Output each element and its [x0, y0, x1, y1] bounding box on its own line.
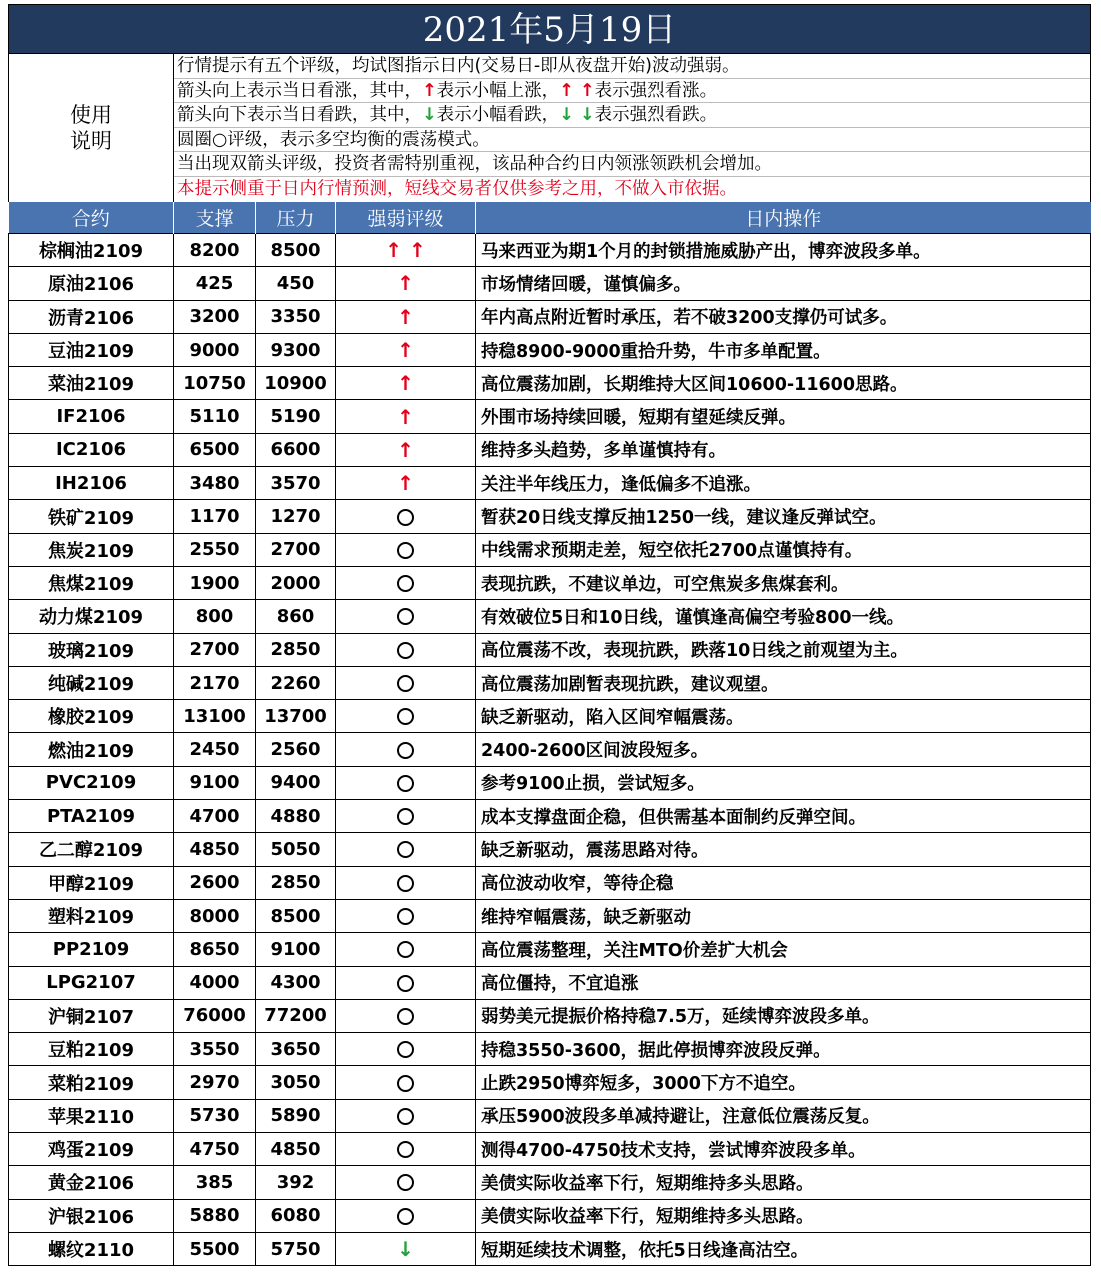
table-row [9, 866, 1091, 899]
rating-cell [336, 833, 476, 866]
contract-table [8, 202, 1091, 1266]
circle-icon [397, 1208, 414, 1225]
table-row [9, 1166, 1091, 1199]
table-row [9, 1033, 1091, 1066]
rating-cell [336, 733, 476, 766]
contract-cell: 豆粕2109 [9, 1033, 174, 1066]
operation-cell: 测得4700-4750技术支持，尝试博弈波段多单。 [476, 1133, 1091, 1166]
contract-cell: 焦煤2109 [9, 566, 174, 599]
arrow-up-icon: ↑ [397, 371, 414, 396]
rating-cell [336, 234, 476, 267]
circle-icon [397, 1108, 414, 1125]
arrow-down-icon: ↓ [397, 1237, 414, 1262]
pressure-cell: 2560 [256, 733, 336, 766]
table-row [9, 600, 1091, 633]
circle-icon [397, 708, 414, 725]
support-cell: 2970 [174, 1066, 256, 1099]
circle-icon [397, 608, 414, 625]
pressure-cell: 9300 [256, 333, 336, 366]
arrow-up-icon: ↑ ↑ [559, 80, 595, 101]
support-cell: 2550 [174, 533, 256, 566]
support-cell: 3200 [174, 300, 256, 333]
usage-text: 本提示侧重于日内行情预测，短线交易者仅供参考之用，不做入市依据。 [177, 178, 737, 199]
support-cell: 8200 [174, 234, 256, 267]
operation-cell: 持稳3550-3600，据此停损博弈波段反弹。 [476, 1033, 1091, 1066]
contract-cell: 螺纹2110 [9, 1232, 174, 1265]
rating-cell [336, 533, 476, 566]
rating-cell [336, 633, 476, 666]
rating-cell [336, 766, 476, 799]
pressure-cell: 392 [256, 1166, 336, 1199]
usage-label [9, 54, 174, 202]
pressure-cell: 2850 [256, 866, 336, 899]
circle-icon [397, 1174, 414, 1191]
contract-cell: IF2106 [9, 400, 174, 433]
table-body [9, 234, 1091, 1266]
operation-cell: 缺乏新驱动，陷入区间窄幅震荡。 [476, 700, 1091, 733]
circle-icon [397, 875, 414, 892]
pressure-cell: 4880 [256, 800, 336, 833]
pressure-cell: 860 [256, 600, 336, 633]
arrow-up-icon: ↑ [397, 271, 414, 296]
contract-cell: 燃油2109 [9, 733, 174, 766]
usage-text: 箭头向上表示当日看涨，其中， [177, 80, 422, 101]
table-row [9, 899, 1091, 932]
contract-cell: 玻璃2109 [9, 633, 174, 666]
arrow-up-icon: ↑ [397, 304, 414, 329]
rating-cell [336, 467, 476, 500]
circle-icon [397, 941, 414, 958]
support-cell: 8000 [174, 899, 256, 932]
rating-cell [336, 300, 476, 333]
operation-cell: 止跌2950博弈短多，3000下方不追空。 [476, 1066, 1091, 1099]
table-row [9, 267, 1091, 300]
header-support: 支撑 [174, 202, 256, 234]
table-header-row [9, 202, 1091, 234]
table-row [9, 1066, 1091, 1099]
table-row [9, 766, 1091, 799]
contract-cell: 苹果2110 [9, 1099, 174, 1132]
rating-cell [336, 1066, 476, 1099]
usage-text: 圆圈○评级，表示多空均衡的震荡模式。 [177, 129, 490, 150]
header-pressure: 压力 [256, 202, 336, 234]
rating-cell [336, 700, 476, 733]
rating-cell [336, 999, 476, 1032]
table-row [9, 633, 1091, 666]
rating-cell [336, 800, 476, 833]
table-row [9, 566, 1091, 599]
contract-cell: PP2109 [9, 933, 174, 966]
table-row [9, 467, 1091, 500]
operation-cell: 暂获20日线支撑反抽1250一线，建议逢反弹试空。 [476, 500, 1091, 533]
circle-icon [397, 1008, 414, 1025]
support-cell: 3480 [174, 467, 256, 500]
usage-label-text: 使用 说明 [70, 103, 112, 153]
operation-cell: 外围市场持续回暖，短期有望延续反弹。 [476, 400, 1091, 433]
operation-cell: 承压5900波段多单减持避让，注意低位震荡反复。 [476, 1099, 1091, 1132]
circle-icon [397, 1041, 414, 1058]
circle-icon [397, 808, 414, 825]
operation-cell: 有效破位5日和10日线，谨慎逢高偏空考验800一线。 [476, 600, 1091, 633]
support-cell: 4850 [174, 833, 256, 866]
pressure-cell: 6600 [256, 433, 336, 466]
contract-cell: 豆油2109 [9, 333, 174, 366]
arrow-down-icon: ↓ ↓ [559, 105, 595, 126]
pressure-cell: 10900 [256, 367, 336, 400]
usage-line [174, 79, 1090, 104]
support-cell: 1900 [174, 566, 256, 599]
support-cell: 2170 [174, 666, 256, 699]
table-row [9, 1199, 1091, 1232]
pressure-cell: 4300 [256, 966, 336, 999]
rating-cell [336, 1166, 476, 1199]
header-operation: 日内操作 [476, 202, 1091, 234]
rating-cell [336, 1232, 476, 1265]
contract-cell: 沥青2106 [9, 300, 174, 333]
operation-cell: 参考9100止损，尝试短多。 [476, 766, 1091, 799]
operation-cell: 维持多头趋势，多单谨慎持有。 [476, 433, 1091, 466]
usage-text: 行情提示有五个评级，均试图指示日内(交易日-即从夜盘开始)波动强弱。 [177, 56, 740, 76]
rating-cell [336, 933, 476, 966]
pressure-cell: 5890 [256, 1099, 336, 1132]
circle-icon [397, 841, 414, 858]
table-row [9, 500, 1091, 533]
pressure-cell: 450 [256, 267, 336, 300]
circle-icon [397, 975, 414, 992]
pressure-cell: 2000 [256, 566, 336, 599]
support-cell: 9100 [174, 766, 256, 799]
pressure-cell: 6080 [256, 1199, 336, 1232]
support-cell: 5500 [174, 1232, 256, 1265]
arrow-up-icon: ↑ [397, 404, 414, 429]
pressure-cell: 3350 [256, 300, 336, 333]
rating-cell [336, 866, 476, 899]
contract-cell: 棕榈油2109 [9, 234, 174, 267]
pressure-cell: 9100 [256, 933, 336, 966]
rating-cell [336, 966, 476, 999]
circle-icon [397, 509, 414, 526]
pressure-cell: 2700 [256, 533, 336, 566]
usage-text: 表示强烈看涨。 [594, 80, 718, 101]
arrow-up-icon: ↑ [422, 80, 437, 101]
support-cell: 3550 [174, 1033, 256, 1066]
contract-cell: 沪银2106 [9, 1199, 174, 1232]
support-cell: 1170 [174, 500, 256, 533]
contract-cell: IC2106 [9, 433, 174, 466]
rating-cell [336, 1099, 476, 1132]
support-cell: 5880 [174, 1199, 256, 1232]
table-row [9, 966, 1091, 999]
contract-cell: 黄金2106 [9, 1166, 174, 1199]
usage-line [174, 103, 1090, 128]
support-cell: 800 [174, 600, 256, 633]
rating-cell [336, 367, 476, 400]
table-row [9, 933, 1091, 966]
contract-cell: 菜粕2109 [9, 1066, 174, 1099]
operation-cell: 年内高点附近暂时承压，若不破3200支撑仍可试多。 [476, 300, 1091, 333]
contract-cell: 原油2106 [9, 267, 174, 300]
table-row [9, 367, 1091, 400]
contract-cell: PTA2109 [9, 800, 174, 833]
arrow-up-icon: ↑ [397, 338, 414, 363]
support-cell: 8650 [174, 933, 256, 966]
contract-cell: 橡胶2109 [9, 700, 174, 733]
strategy-sheet [8, 4, 1091, 1266]
pressure-cell: 2850 [256, 633, 336, 666]
contract-cell: 铁矿2109 [9, 500, 174, 533]
pressure-cell: 9400 [256, 766, 336, 799]
contract-cell: 动力煤2109 [9, 600, 174, 633]
circle-icon [397, 1141, 414, 1158]
support-cell: 9000 [174, 333, 256, 366]
pressure-cell: 1270 [256, 500, 336, 533]
rating-cell [336, 1133, 476, 1166]
circle-icon [397, 542, 414, 559]
usage-panel [8, 54, 1091, 202]
operation-cell: 短期延续技术调整，依托5日线逢高沽空。 [476, 1232, 1091, 1265]
pressure-cell: 5190 [256, 400, 336, 433]
contract-cell: 塑料2109 [9, 899, 174, 932]
support-cell: 5730 [174, 1099, 256, 1132]
contract-cell: 菜油2109 [9, 367, 174, 400]
table-row [9, 533, 1091, 566]
table-row [9, 433, 1091, 466]
table-row [9, 666, 1091, 699]
usage-text: 箭头向下表示当日看跌，其中， [177, 105, 422, 126]
pressure-cell: 2260 [256, 666, 336, 699]
header-contract: 合约 [9, 202, 174, 234]
operation-cell: 关注半年线压力，逢低偏多不追涨。 [476, 467, 1091, 500]
rating-cell [336, 400, 476, 433]
usage-text: 表示强烈看跌。 [594, 105, 718, 126]
support-cell: 385 [174, 1166, 256, 1199]
operation-cell: 成本支撑盘面企稳，但供需基本面制约反弹空间。 [476, 800, 1091, 833]
rating-cell [336, 333, 476, 366]
table-row [9, 400, 1091, 433]
usage-text: 表示小幅上涨， [436, 80, 560, 101]
operation-cell: 缺乏新驱动，震荡思路对待。 [476, 833, 1091, 866]
operation-cell: 马来西亚为期1个月的封锁措施威胁产出，博弈波段多单。 [476, 234, 1091, 267]
contract-cell: 乙二醇2109 [9, 833, 174, 866]
operation-cell: 高位震荡不改，表现抗跌，跌落10日线之前观望为主。 [476, 633, 1091, 666]
arrow-up-icon: ↑ [397, 437, 414, 462]
usage-line [174, 177, 1090, 202]
support-cell: 4750 [174, 1133, 256, 1166]
support-cell: 2600 [174, 866, 256, 899]
contract-cell: 焦炭2109 [9, 533, 174, 566]
operation-cell: 2400-2600区间波段短多。 [476, 733, 1091, 766]
contract-cell: LPG2107 [9, 966, 174, 999]
usage-text: 表示小幅看跌， [436, 105, 560, 126]
contract-cell: IH2106 [9, 467, 174, 500]
table-row [9, 1232, 1091, 1265]
operation-cell: 弱势美元提振价格持稳7.5万，延续博弈波段多单。 [476, 999, 1091, 1032]
double-arrow-up-icon: ↑ ↑ [385, 238, 426, 263]
support-cell: 2700 [174, 633, 256, 666]
contract-cell: 沪铜2107 [9, 999, 174, 1032]
table-row [9, 300, 1091, 333]
arrow-down-icon: ↓ [422, 105, 437, 126]
contract-cell: 甲醇2109 [9, 866, 174, 899]
operation-cell: 市场情绪回暖，谨慎偏多。 [476, 267, 1091, 300]
pressure-cell: 5050 [256, 833, 336, 866]
usage-text: 当出现双箭头评级，投资者需特别重视，该品种合约日内领涨领跌机会增加。 [177, 154, 772, 175]
rating-cell [336, 666, 476, 699]
table-row [9, 733, 1091, 766]
rating-cell [336, 600, 476, 633]
table-row [9, 800, 1091, 833]
support-cell: 10750 [174, 367, 256, 400]
operation-cell: 维持窄幅震荡，缺乏新驱动 [476, 899, 1091, 932]
operation-cell: 美债实际收益率下行，短期维持多头思路。 [476, 1199, 1091, 1232]
contract-cell: 纯碱2109 [9, 666, 174, 699]
rating-cell [336, 899, 476, 932]
support-cell: 5110 [174, 400, 256, 433]
table-row [9, 333, 1091, 366]
rating-cell [336, 500, 476, 533]
support-cell: 13100 [174, 700, 256, 733]
contract-cell: PVC2109 [9, 766, 174, 799]
support-cell: 4700 [174, 800, 256, 833]
pressure-cell: 3650 [256, 1033, 336, 1066]
operation-cell: 高位震荡整理，关注MTO价差扩大机会 [476, 933, 1091, 966]
pressure-cell: 3570 [256, 467, 336, 500]
contract-cell: 鸡蛋2109 [9, 1133, 174, 1166]
usage-line [174, 128, 1090, 153]
pressure-cell: 3050 [256, 1066, 336, 1099]
pressure-cell: 77200 [256, 999, 336, 1032]
operation-cell: 中线需求预期走差，短空依托2700点谨慎持有。 [476, 533, 1091, 566]
rating-cell [336, 1033, 476, 1066]
circle-icon [397, 642, 414, 659]
support-cell: 2450 [174, 733, 256, 766]
operation-cell: 持稳8900-9000重拾升势，牛市多单配置。 [476, 333, 1091, 366]
rating-cell [336, 267, 476, 300]
table-row [9, 234, 1091, 267]
operation-cell: 美债实际收益率下行，短期维持多头思路。 [476, 1166, 1091, 1199]
pressure-cell: 4850 [256, 1133, 336, 1166]
table-row [9, 1099, 1091, 1132]
pressure-cell: 8500 [256, 234, 336, 267]
circle-icon [397, 675, 414, 692]
header-rating: 强弱评级 [336, 202, 476, 234]
support-cell: 4000 [174, 966, 256, 999]
table-row [9, 1133, 1091, 1166]
support-cell: 425 [174, 267, 256, 300]
arrow-up-icon: ↑ [397, 471, 414, 496]
operation-cell: 表现抗跌，不建议单边，可空焦炭多焦煤套利。 [476, 566, 1091, 599]
rating-cell [336, 1199, 476, 1232]
table-row [9, 833, 1091, 866]
operation-cell: 高位波动收窄，等待企稳 [476, 866, 1091, 899]
operation-cell: 高位震荡加剧，长期维持大区间10600-11600思路。 [476, 367, 1091, 400]
usage-line [174, 152, 1090, 177]
usage-lines [174, 54, 1090, 202]
circle-icon [397, 908, 414, 925]
rating-cell [336, 566, 476, 599]
circle-icon [397, 575, 414, 592]
pressure-cell: 5750 [256, 1232, 336, 1265]
circle-icon [397, 775, 414, 792]
support-cell: 6500 [174, 433, 256, 466]
pressure-cell: 13700 [256, 700, 336, 733]
operation-cell: 高位震荡加剧暂表现抗跌，建议观望。 [476, 666, 1091, 699]
operation-cell: 高位僵持，不宜追涨 [476, 966, 1091, 999]
usage-line [174, 54, 1090, 79]
table-row [9, 700, 1091, 733]
pressure-cell: 8500 [256, 899, 336, 932]
circle-icon [397, 1075, 414, 1092]
rating-cell [336, 433, 476, 466]
table-row [9, 999, 1091, 1032]
page-title: 2021年5月19日 [8, 4, 1091, 54]
support-cell: 76000 [174, 999, 256, 1032]
circle-icon [397, 742, 414, 759]
